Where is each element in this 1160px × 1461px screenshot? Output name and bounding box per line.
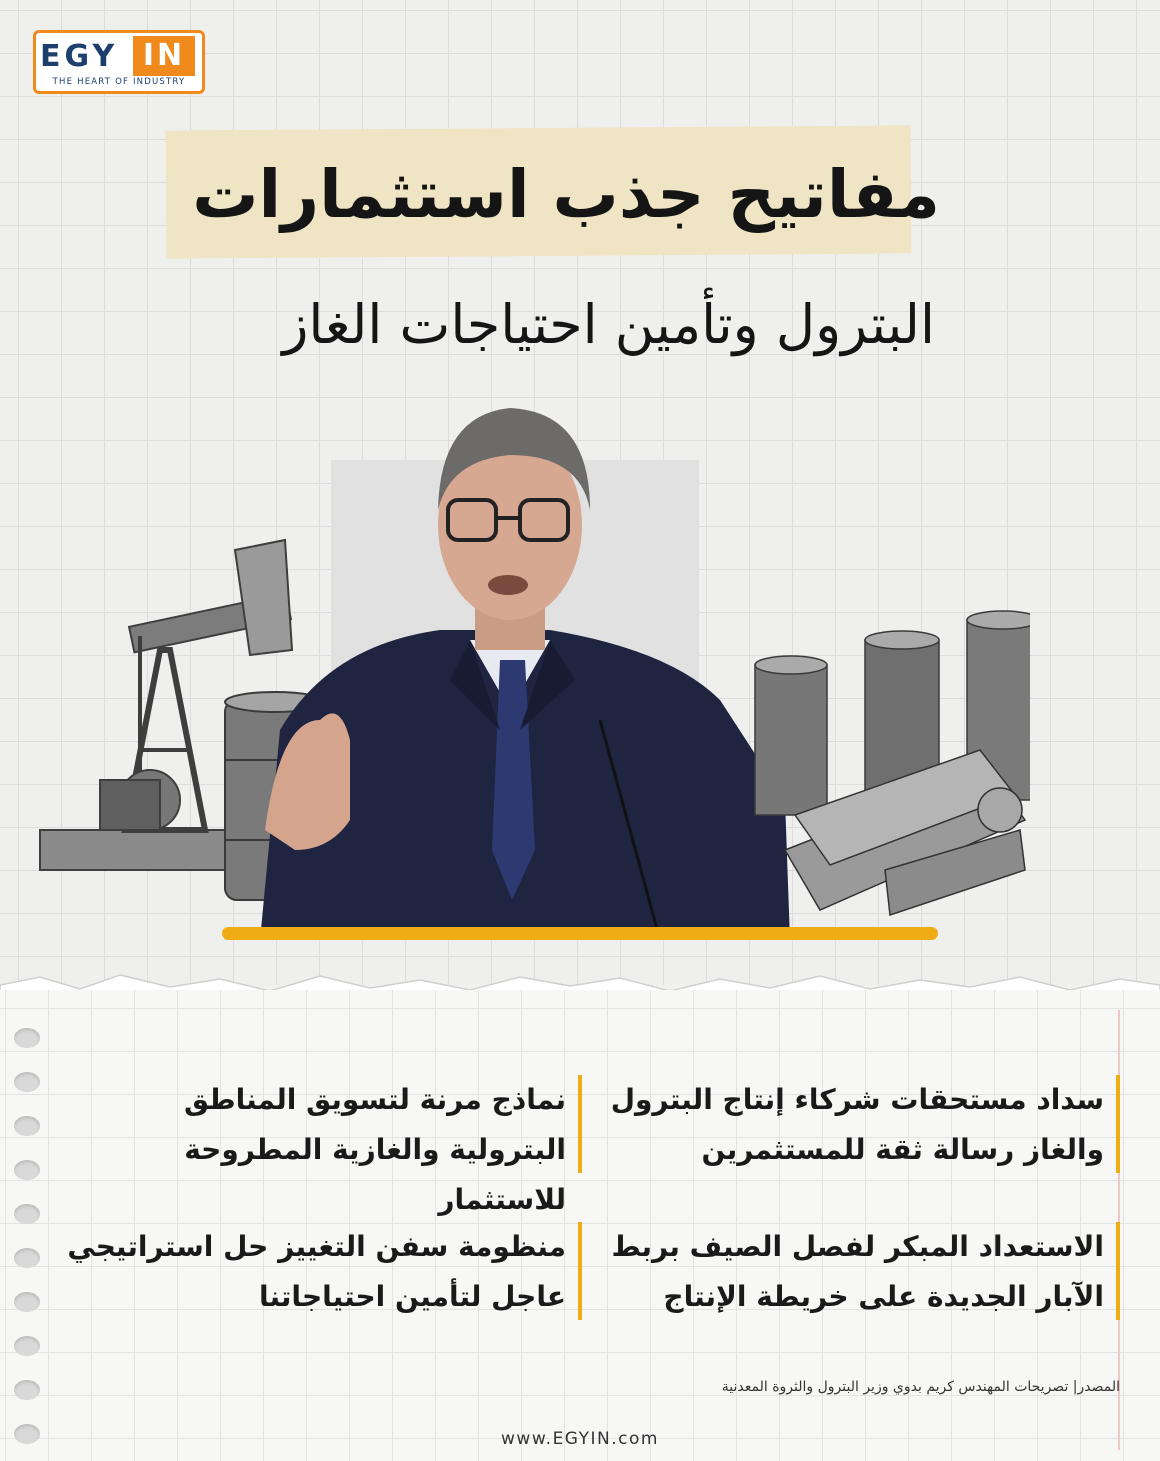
egyin-logo bbox=[33, 30, 205, 94]
logo-in-text: IN bbox=[133, 36, 195, 76]
page-subtitle: البترول وتأمين احتياجات الغاز bbox=[282, 293, 935, 356]
website-url[interactable]: www.EGYIN.com bbox=[501, 1429, 659, 1449]
logo-tagline: THE HEART OF INDUSTRY bbox=[52, 77, 186, 87]
logo-egy-text: EGY bbox=[40, 39, 119, 74]
key-point-1: سداد مستحقات شركاء إنتاج البترول والغاز رسالة ثقة للمستثمرين bbox=[610, 1075, 1120, 1173]
key-point-2: نماذج مرنة لتسويق المناطق البترولية والغازية المطروحة للاستثمار bbox=[60, 1075, 582, 1173]
key-point-3: الاستعداد المبكر لفصل الصيف بربط الآبار الجديدة على خريطة الإنتاج bbox=[610, 1222, 1120, 1320]
source-note: المصدر| تصريحات المهندس كريم بدوي وزير البترول والثروة المعدنية bbox=[721, 1379, 1120, 1395]
hero-illustration bbox=[30, 400, 1030, 940]
page-title: مفاتيح جذب استثمارات bbox=[192, 156, 940, 233]
key-point-4: منظومة سفن التغييز حل استراتيجي عاجل لتأمين احتياجاتنا bbox=[60, 1222, 582, 1320]
binder-holes bbox=[14, 1028, 44, 1458]
accent-underline bbox=[222, 927, 938, 940]
